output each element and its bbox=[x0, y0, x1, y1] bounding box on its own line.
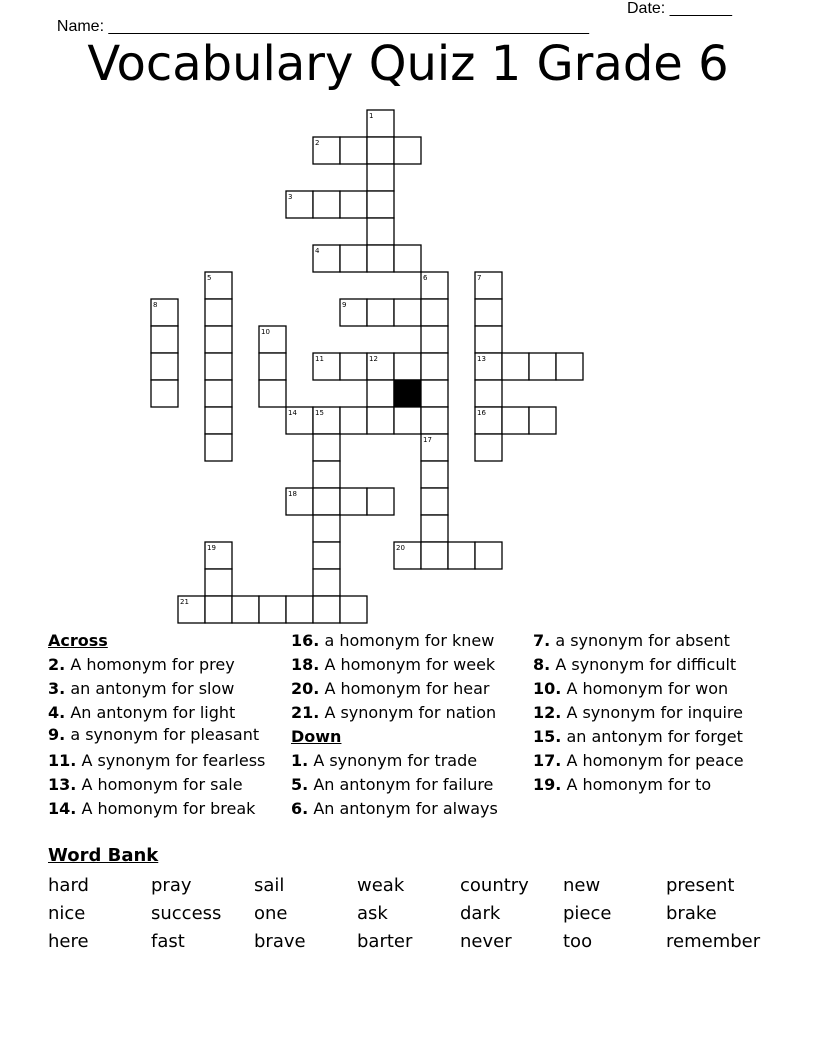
clue-down-10 bbox=[533, 677, 793, 701]
grid-cell[interactable] bbox=[394, 137, 421, 164]
clue-across-4 bbox=[48, 701, 280, 725]
clue-text: an antonym for slow bbox=[70, 679, 235, 698]
clue-section-heading: Across bbox=[48, 631, 108, 650]
clue-text: A synonym for nation bbox=[324, 703, 497, 722]
clues-column-2 bbox=[291, 629, 526, 821]
grid-cell[interactable] bbox=[367, 164, 394, 191]
cell-number: 18 bbox=[288, 490, 297, 498]
grid-cell[interactable] bbox=[367, 245, 394, 272]
grid-cell[interactable] bbox=[340, 596, 367, 623]
clue-number: 16. bbox=[291, 631, 320, 650]
clue-text: A homonym for won bbox=[566, 679, 729, 698]
clue-down-1 bbox=[291, 749, 526, 773]
cell-number: 13 bbox=[477, 355, 486, 363]
word-bank-word: present bbox=[666, 875, 735, 896]
word-bank-word: ask bbox=[357, 903, 388, 924]
grid-cell[interactable] bbox=[421, 515, 448, 542]
clue-text: a homonym for knew bbox=[324, 631, 495, 650]
grid-cell[interactable] bbox=[475, 326, 502, 353]
clue-down-19 bbox=[533, 773, 793, 797]
cell-number: 16 bbox=[477, 409, 486, 417]
grid-cell[interactable] bbox=[151, 380, 178, 407]
clue-text: An antonym for light bbox=[70, 703, 236, 722]
grid-cell[interactable] bbox=[421, 542, 448, 569]
word-bank-word: dark bbox=[460, 903, 501, 924]
clue-text: A homonym for sale bbox=[81, 775, 243, 794]
grid-cell[interactable] bbox=[421, 299, 448, 326]
cell-number: 14 bbox=[288, 409, 297, 417]
word-bank-word: sail bbox=[254, 875, 285, 896]
clue-number: 9. bbox=[48, 725, 66, 744]
grid-cell[interactable] bbox=[529, 353, 556, 380]
clue-down-7 bbox=[533, 629, 793, 653]
clue-number: 1. bbox=[291, 751, 309, 770]
grid-cell[interactable] bbox=[502, 353, 529, 380]
grid-cell[interactable] bbox=[421, 326, 448, 353]
clue-number: 12. bbox=[533, 703, 562, 722]
cell-number: 2 bbox=[315, 139, 320, 147]
clues-column-1 bbox=[48, 629, 280, 821]
clues-column-3 bbox=[533, 629, 793, 797]
grid-block-cell bbox=[394, 380, 421, 407]
cell-number: 4 bbox=[315, 247, 320, 255]
clue-across-20 bbox=[291, 677, 526, 701]
clue-text: A homonym for break bbox=[81, 799, 256, 818]
grid-cell[interactable] bbox=[340, 407, 367, 434]
grid-cell[interactable] bbox=[502, 407, 529, 434]
clue-number: 14. bbox=[48, 799, 77, 818]
word-bank-word: brake bbox=[666, 903, 717, 924]
clue-number: 3. bbox=[48, 679, 66, 698]
clue-text: A homonym for to bbox=[566, 775, 712, 794]
clue-down-17 bbox=[533, 749, 793, 773]
clue-number: 6. bbox=[291, 799, 309, 818]
clue-number: 11. bbox=[48, 751, 77, 770]
grid-cell[interactable] bbox=[421, 407, 448, 434]
clue-down-5 bbox=[291, 773, 526, 797]
word-bank-word: pray bbox=[151, 875, 192, 896]
clue-text: A homonym for peace bbox=[566, 751, 744, 770]
grid-cell[interactable] bbox=[259, 353, 286, 380]
word-bank-word: success bbox=[151, 903, 222, 924]
clue-across-13 bbox=[48, 773, 280, 797]
grid-cell[interactable] bbox=[367, 191, 394, 218]
grid-cell[interactable] bbox=[205, 353, 232, 380]
cell-number: 8 bbox=[153, 301, 158, 309]
grid-cell[interactable] bbox=[205, 434, 232, 461]
grid-cell[interactable] bbox=[421, 488, 448, 515]
grid-cell[interactable] bbox=[367, 488, 394, 515]
grid-cell[interactable] bbox=[205, 569, 232, 596]
word-bank-word: barter bbox=[357, 931, 413, 952]
grid-cell[interactable] bbox=[340, 488, 367, 515]
clue-text: A synonym for difficult bbox=[555, 655, 737, 674]
clue-across-16 bbox=[291, 629, 526, 653]
cell-number: 5 bbox=[207, 274, 212, 282]
grid-cell[interactable] bbox=[475, 542, 502, 569]
grid-cell[interactable] bbox=[313, 191, 340, 218]
grid-cell[interactable] bbox=[394, 407, 421, 434]
grid-cell[interactable] bbox=[367, 299, 394, 326]
grid-cell[interactable] bbox=[205, 299, 232, 326]
cell-number: 1 bbox=[369, 112, 374, 120]
cell-number: 7 bbox=[477, 274, 482, 282]
grid-cell[interactable] bbox=[394, 245, 421, 272]
clue-text: a synonym for pleasant bbox=[70, 725, 260, 744]
clue-text: A synonym for fearless bbox=[81, 751, 266, 770]
grid-cell[interactable] bbox=[340, 191, 367, 218]
word-bank-word: weak bbox=[357, 875, 405, 896]
clue-text: an antonym for forget bbox=[566, 727, 743, 746]
grid-cell[interactable] bbox=[313, 488, 340, 515]
clue-section-heading: Down bbox=[291, 727, 342, 746]
cell-number: 9 bbox=[342, 301, 347, 309]
clue-down-15 bbox=[533, 725, 793, 749]
cell-number: 6 bbox=[423, 274, 428, 282]
grid-cell[interactable] bbox=[367, 218, 394, 245]
word-bank-word: one bbox=[254, 903, 288, 924]
clue-number: 2. bbox=[48, 655, 66, 674]
date-field-label[interactable]: Date: _______ bbox=[627, 0, 732, 17]
grid-cell[interactable] bbox=[313, 569, 340, 596]
clue-text: A synonym for inquire bbox=[566, 703, 743, 722]
cell-number: 19 bbox=[207, 544, 216, 552]
clue-number: 21. bbox=[291, 703, 320, 722]
word-bank-word: too bbox=[563, 931, 593, 952]
cell-number: 20 bbox=[396, 544, 405, 552]
clue-across-11 bbox=[48, 749, 280, 773]
clue-text: A homonym for prey bbox=[70, 655, 235, 674]
grid-cell[interactable] bbox=[205, 596, 232, 623]
clue-number: 4. bbox=[48, 703, 66, 722]
grid-cell[interactable] bbox=[259, 596, 286, 623]
word-bank-word: new bbox=[563, 875, 601, 896]
grid-cell[interactable] bbox=[394, 299, 421, 326]
clue-across-2 bbox=[48, 653, 280, 677]
grid-cell[interactable] bbox=[421, 353, 448, 380]
grid-cell[interactable] bbox=[475, 380, 502, 407]
word-bank-word: fast bbox=[151, 931, 185, 952]
clue-number: 7. bbox=[533, 631, 551, 650]
clue-number: 13. bbox=[48, 775, 77, 794]
clue-number: 17. bbox=[533, 751, 562, 770]
grid-cell[interactable] bbox=[475, 299, 502, 326]
grid-cell[interactable] bbox=[286, 596, 313, 623]
clue-number: 15. bbox=[533, 727, 562, 746]
word-bank-word: piece bbox=[563, 903, 612, 924]
clue-number: 18. bbox=[291, 655, 320, 674]
grid-cell[interactable] bbox=[313, 596, 340, 623]
grid-cell[interactable] bbox=[205, 380, 232, 407]
clue-number: 20. bbox=[291, 679, 320, 698]
word-bank-word: here bbox=[48, 931, 89, 952]
grid-cell[interactable] bbox=[205, 407, 232, 434]
grid-cell[interactable] bbox=[421, 380, 448, 407]
grid-cell[interactable] bbox=[367, 137, 394, 164]
word-bank-word: hard bbox=[48, 875, 89, 896]
grid-cell[interactable] bbox=[448, 542, 475, 569]
grid-cell[interactable] bbox=[556, 353, 583, 380]
grid-cell[interactable] bbox=[232, 596, 259, 623]
grid-cell[interactable] bbox=[394, 353, 421, 380]
clue-across-18 bbox=[291, 653, 526, 677]
grid-cell[interactable] bbox=[151, 326, 178, 353]
grid-cell[interactable] bbox=[340, 353, 367, 380]
word-bank-word: nice bbox=[48, 903, 86, 924]
grid-cell[interactable] bbox=[313, 542, 340, 569]
grid-cell[interactable] bbox=[340, 137, 367, 164]
word-bank-word: brave bbox=[254, 931, 306, 952]
grid-cell[interactable] bbox=[259, 380, 286, 407]
clue-text: A homonym for hear bbox=[324, 679, 490, 698]
cell-number: 10 bbox=[261, 328, 270, 336]
grid-cell[interactable] bbox=[205, 326, 232, 353]
grid-cell[interactable] bbox=[475, 434, 502, 461]
word-bank-word: never bbox=[460, 931, 512, 952]
cell-number: 3 bbox=[288, 193, 293, 201]
clue-text: An antonym for always bbox=[313, 799, 498, 818]
grid-cell[interactable] bbox=[313, 461, 340, 488]
clue-down-8 bbox=[533, 653, 793, 677]
page-title: Vocabulary Quiz 1 Grade 6 bbox=[87, 36, 729, 92]
clue-text: A synonym for trade bbox=[313, 751, 478, 770]
word-bank-word: remember bbox=[666, 931, 761, 952]
clue-down-12 bbox=[533, 701, 793, 725]
clue-across-3 bbox=[48, 677, 280, 701]
grid-cell[interactable] bbox=[367, 407, 394, 434]
cell-number: 21 bbox=[180, 598, 189, 606]
clue-number: 5. bbox=[291, 775, 309, 794]
clue-text: A homonym for week bbox=[324, 655, 496, 674]
clue-text: a synonym for absent bbox=[555, 631, 730, 650]
clue-text: An antonym for failure bbox=[313, 775, 494, 794]
clue-down-6 bbox=[291, 797, 526, 821]
name-field-label[interactable]: Name: ______________________________________________________ bbox=[56, 18, 589, 35]
grid-cell[interactable] bbox=[151, 353, 178, 380]
cell-number: 17 bbox=[423, 436, 432, 444]
grid-cell[interactable] bbox=[421, 461, 448, 488]
grid-cell[interactable] bbox=[529, 407, 556, 434]
clue-number: 19. bbox=[533, 775, 562, 794]
clue-across-21 bbox=[291, 701, 526, 725]
grid-cell[interactable] bbox=[340, 245, 367, 272]
cell-number: 11 bbox=[315, 355, 324, 363]
cell-number: 12 bbox=[369, 355, 378, 363]
clue-across-14 bbox=[48, 797, 280, 821]
grid-cell[interactable] bbox=[367, 380, 394, 407]
clue-number: 8. bbox=[533, 655, 551, 674]
clue-number: 10. bbox=[533, 679, 562, 698]
clue-across-9 bbox=[48, 725, 280, 745]
word-bank-title: Word Bank bbox=[48, 845, 159, 866]
cell-number: 15 bbox=[315, 409, 324, 417]
grid-cell[interactable] bbox=[313, 515, 340, 542]
grid-cell[interactable] bbox=[313, 434, 340, 461]
word-bank-word: country bbox=[460, 875, 529, 896]
